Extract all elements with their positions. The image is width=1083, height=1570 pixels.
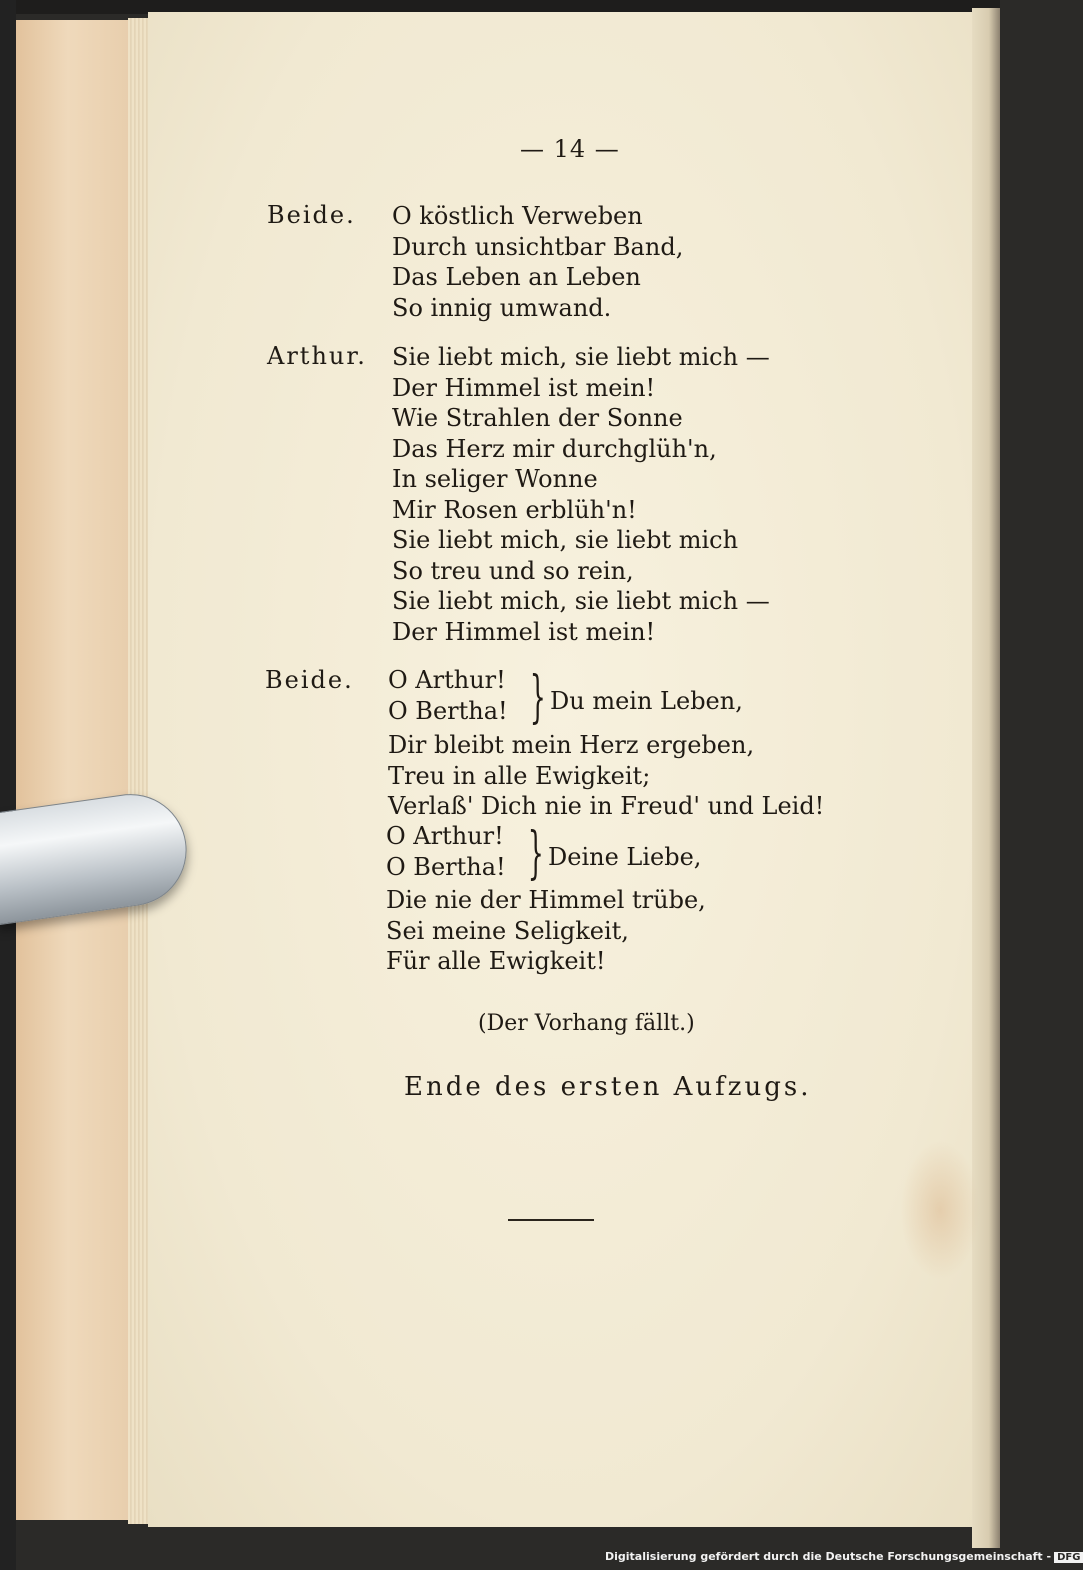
verse-line: Wie Strahlen der Sonne — [392, 404, 683, 432]
footer-credit: Digitalisierung gefördert durch die Deutsche Forschungsgemeinschaft - — [605, 1550, 1052, 1563]
act-end-heading: Ende des ersten Aufzugs. — [404, 1072, 812, 1102]
verse-line: O Bertha! — [388, 697, 508, 725]
verse-block — [388, 730, 824, 822]
speaker-label: Beide. — [267, 201, 356, 229]
scan-footer — [605, 1550, 1083, 1563]
verse-line: Sie liebt mich, sie liebt mich — — [392, 587, 770, 615]
verse-line: Mir Rosen erblüh'n! — [392, 495, 637, 524]
verse-line: So innig umwand. — [392, 293, 612, 322]
page-number: — 14 — — [520, 135, 620, 163]
verse-line: Für alle Ewigkeit! — [386, 947, 606, 975]
brace-glyph: } — [529, 665, 546, 730]
verse-line: Das Leben an Leben — [392, 263, 641, 291]
verse-line: Sei meine Seligkeit, — [386, 916, 629, 945]
verse-line: Der Himmel ist mein! — [392, 373, 656, 402]
verse-line: Du mein Leben, — [550, 687, 743, 715]
page-stain — [900, 1140, 980, 1280]
verse-line: Das Herz mir durchglüh'n, — [392, 434, 717, 463]
verse-line: O Bertha! — [386, 853, 506, 881]
brace-glyph: } — [527, 821, 544, 886]
verse-line: So treu und so rein, — [392, 556, 634, 585]
page-right-edge — [972, 8, 1000, 1548]
verse-line: Dir bleibt mein Herz ergeben, — [388, 731, 755, 759]
verse-line: Sie liebt mich, sie liebt mich — — [392, 343, 770, 371]
verse-block — [392, 342, 770, 647]
speaker-label: Arthur. — [267, 342, 367, 370]
verse-line: O Arthur! — [386, 822, 504, 850]
verse-line: Sie liebt mich, sie liebt mich — [392, 526, 739, 554]
verse-block — [386, 885, 706, 977]
speaker-label: Beide. — [265, 666, 354, 694]
verse-line: Der Himmel ist mein! — [392, 617, 656, 646]
verse-line: Durch unsichtbar Band, — [392, 232, 684, 261]
verse-line: In seliger Wonne — [392, 465, 598, 493]
stage-direction: (Der Vorhang fällt.) — [478, 1011, 695, 1036]
verse-line: O Arthur! — [388, 666, 506, 694]
scan-left-border — [0, 0, 16, 1570]
verse-line: O köstlich Verweben — [392, 202, 643, 230]
verse-block — [392, 201, 683, 323]
verse-line: Die nie der Himmel trübe, — [386, 886, 706, 914]
verse-line: Verlaß' Dich nie in Freud' und Leid! — [388, 792, 825, 820]
verse-line: Deine Liebe, — [548, 843, 702, 871]
closing-rule — [508, 1219, 594, 1221]
dfg-logo: DFG — [1054, 1552, 1083, 1563]
verse-line: Treu in alle Ewigkeit; — [388, 761, 651, 790]
page-edges — [128, 18, 150, 1524]
